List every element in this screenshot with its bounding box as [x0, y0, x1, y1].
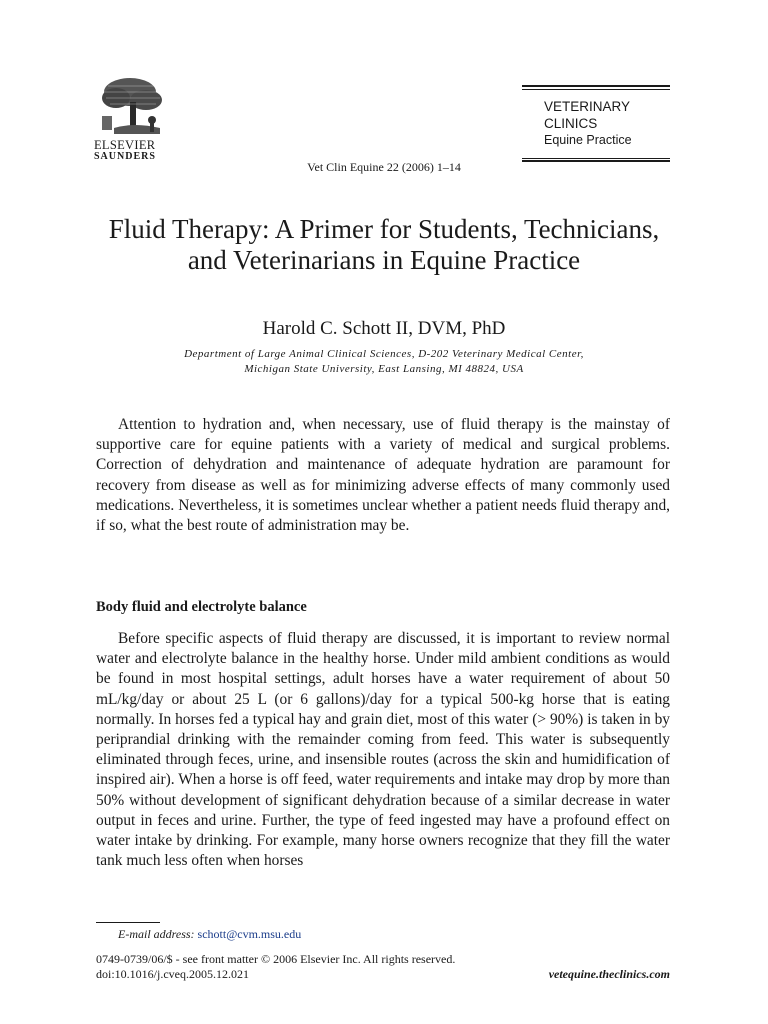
journal-name-line3: Equine Practice	[544, 132, 632, 147]
journal-citation: Vet Clin Equine 22 (2006) 1–14	[307, 160, 461, 174]
affiliation-line1: Department of Large Animal Clinical Sciences, D-202 Veterinary Medical Center,	[184, 348, 584, 360]
journal-name-line1: VETERINARY	[544, 98, 631, 114]
abstract-paragraph: Attention to hydration and, when necessary, use of fluid therapy is the mainstay of supportive care for equine patients with a variety of medical and surgical problems. Correction of dehydration and maintenance of adequate hydration are paramount for recovery from disease as well as for minimizing adverse effects of many commonly used medications. Nevertheless, it is sometimes unclear whether a patient needs fluid therapy and, if so, what the best route of administration may be.	[96, 416, 670, 535]
publisher-name: ELSEVIER	[94, 138, 156, 152]
journal-masthead	[522, 85, 670, 162]
imprint-name: SAUNDERS	[94, 151, 156, 162]
footnote-divider	[96, 922, 160, 923]
section-heading: Body fluid and electrolyte balance	[96, 599, 307, 615]
footnote	[118, 927, 301, 942]
body-paragraph: Before specific aspects of fluid therapy are discussed, it is important to review normal water and electrolyte balance in the healthy horse. Under mild ambient conditions as would be found in most hospital settings, adult horses have a water requirement of about 50 mL/kg/day or about 25 L (or 6 gallons)/day for a typical 500-kg horse that is eating normally. In horses fed a typical hay and grain diet, most of this water (> 90%) is taken in by periprandial drinking with the remainder coming from feed. This water is subsequently eliminated through feces, urine, and insensible routes (across the skin and humidification of inspired air). When a horse is off feed, water requirements and intake may drop by more than 50% without development of significant dehydration because of a similar decrease in water output in feces and urine. Further, the type of feed ingested may have a profound effect on water intake by drinking. For example, many horse owners recognize that they fill the water tank much less often when horses	[96, 630, 670, 870]
doi-link[interactable]: doi:10.1016/j.cveq.2005.12.021	[96, 967, 249, 981]
author-affiliation	[120, 347, 648, 377]
article-title: Fluid Therapy: A Primer for Students, Technicians, and Veterinarians in Equine Practice	[108, 214, 660, 275]
journal-name-line2: CLINICS	[544, 115, 598, 131]
affiliation-line2: Michigan State University, East Lansing, MI 48824, USA	[244, 363, 524, 375]
copyright-notice: 0749-0739/06/$ - see front matter © 2006 Elsevier Inc. All rights reserved.	[96, 952, 456, 966]
author-name: Harold C. Schott II, DVM, PhD	[262, 318, 506, 339]
journal-website-link[interactable]: vetequine.theclinics.com	[548, 967, 670, 981]
author-email-link[interactable]: schott@cvm.msu.edu	[197, 927, 302, 941]
elsevier-tree-icon	[94, 76, 176, 138]
email-label: E-mail address:	[118, 927, 195, 941]
masthead-bottom-rule	[522, 160, 670, 162]
